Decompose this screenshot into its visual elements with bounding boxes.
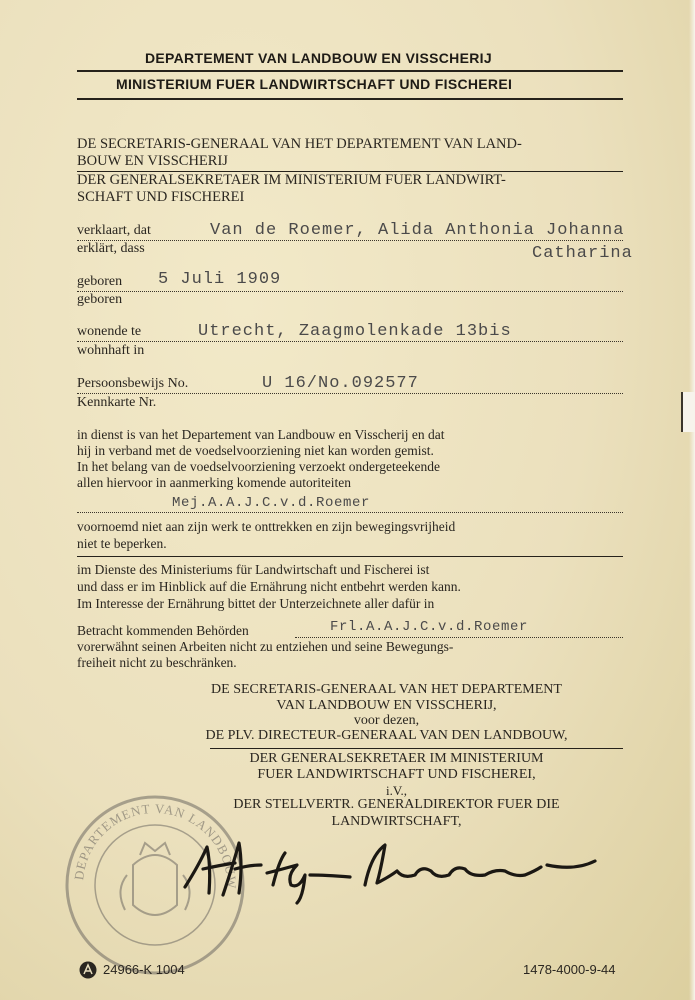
- typed-full-name: Van de Roemer, Alida Anthonia Johanna: [210, 221, 625, 240]
- body-nl-line-2: hij in verband met de voedselvoorziening niet kan worden gemist.: [77, 443, 434, 458]
- header-rule-1: [77, 70, 623, 72]
- body-nl-line-1: in dienst is van het Departement van Landbouw en Visscherij en dat: [77, 427, 445, 442]
- body-de-line-3: Im Interesse der Ernährung bittet der Unterzeichnete aller dafür in: [77, 596, 435, 611]
- typed-address: Utrecht, Zaagmolenkade 13bis: [198, 322, 512, 341]
- typed-id-number: U 16/No.092577: [262, 374, 419, 393]
- sig-nl-line-2: VAN LANDBOUW EN VISSCHERIJ,: [276, 698, 497, 713]
- declares-de-label: erklärt, dass: [77, 241, 145, 256]
- typed-full-name-continuation: Catharina: [532, 244, 633, 263]
- body-nl-line-6: niet te beperken.: [77, 536, 167, 551]
- body-de-line-2: und dass er im Hinblick auf die Ernährung nicht entbehrt werden kann.: [77, 579, 461, 594]
- body-de-line-4: Betracht kommenden Behörden: [77, 623, 249, 638]
- body-de-line-5: vorerwähnt seinen Arbeiten nicht zu entziehen und seine Bewegungs-: [77, 639, 454, 654]
- body-nl-line-5: voornoemd niet aan zijn werk te onttrekken en zijn bewegingsvrijheid: [77, 519, 456, 534]
- born-nl-label: geboren: [77, 274, 123, 289]
- sig-nl-line-1: DE SECRETARIS-GENERAAL VAN HET DEPARTEMENT: [211, 682, 562, 697]
- id-de-label: Kennkarte Nr.: [77, 395, 157, 410]
- body-de-line-1: im Dienste des Ministeriums für Landwirtschaft und Fischerei ist: [77, 562, 430, 577]
- stamp-top-text: DEPARTEMENT VAN LANDBOUW: [71, 800, 240, 890]
- born-dotted-line: [77, 291, 623, 292]
- residing-dotted-line: [77, 341, 623, 342]
- issuer-de-line-1: DER GENERALSEKRETAER IM MINISTERIUM FUER LANDWIRT-: [77, 172, 506, 188]
- residing-nl-label: wonende te: [77, 324, 142, 339]
- sig-nl-line-3: voor dezen,: [353, 713, 420, 728]
- printer-mark-icon: [78, 960, 98, 980]
- typed-name-nl: Mej.A.A.J.C.v.d.Roemer: [172, 495, 371, 511]
- issuer-de-line-2: SCHAFT UND FISCHEREI: [77, 189, 245, 205]
- footer-print-code: 24966-K 1004: [103, 962, 185, 977]
- typed-birth-date: 5 Juli 1909: [158, 270, 282, 289]
- residing-de-label: wohnhaft in: [77, 343, 145, 358]
- typed-name-de-dotted-line: [295, 637, 623, 638]
- born-de-label: geboren: [77, 292, 123, 307]
- sig-de-line-4: DER STELLVERTR. GENERALDIREKTOR FUER DIE: [233, 797, 560, 812]
- signature-divider: [210, 748, 623, 749]
- id-dotted-line: [77, 393, 623, 394]
- header-line-2: MINISTERIUM FUER LANDWIRTSCHAFT UND FISCHEREI: [116, 76, 513, 92]
- sig-de-line-2: FUER LANDWIRTSCHAFT UND FISCHEREI,: [257, 767, 536, 782]
- body-nl-line-4: allen hiervoor in aanmerking komende autoriteiten: [77, 475, 352, 490]
- issuer-nl-line-2: BOUW EN VISSCHERIJ: [77, 153, 228, 169]
- language-divider: [77, 556, 623, 557]
- declares-dotted-line: [77, 240, 623, 241]
- id-nl-label: Persoonsbewijs No.: [77, 376, 189, 391]
- body-nl-line-3: In het belang van de voedselvoorziening verzoekt ondergeteekende: [77, 459, 440, 474]
- sig-nl-line-4: DE PLV. DIRECTEUR-GENERAAL VAN DEN LANDBOUW,: [205, 728, 568, 743]
- header-rule-2: [77, 98, 623, 100]
- paper-edge: [689, 0, 695, 1000]
- paper-tear: [681, 392, 695, 432]
- declares-nl-label: verklaart, dat: [77, 223, 151, 238]
- body-de-line-6: freiheit nicht zu beschränken.: [77, 655, 237, 670]
- footer-form-code: 1478-4000-9-44: [523, 962, 616, 977]
- handwritten-signature: [175, 835, 615, 905]
- sig-de-line-1: DER GENERALSEKRETAER IM MINISTERIUM: [249, 751, 544, 766]
- typed-name-nl-dotted-line: [77, 512, 623, 513]
- sig-de-line-5: LANDWIRTSCHAFT,: [331, 814, 462, 829]
- issuer-nl-line-1: DE SECRETARIS-GENERAAL VAN HET DEPARTEMENT VAN LAND-: [77, 136, 522, 152]
- typed-name-de: Frl.A.A.J.C.v.d.Roemer: [330, 619, 529, 635]
- header-line-1: DEPARTEMENT VAN LANDBOUW EN VISSCHERIJ: [145, 50, 492, 66]
- sig-de-line-3: i.V.,: [385, 783, 408, 798]
